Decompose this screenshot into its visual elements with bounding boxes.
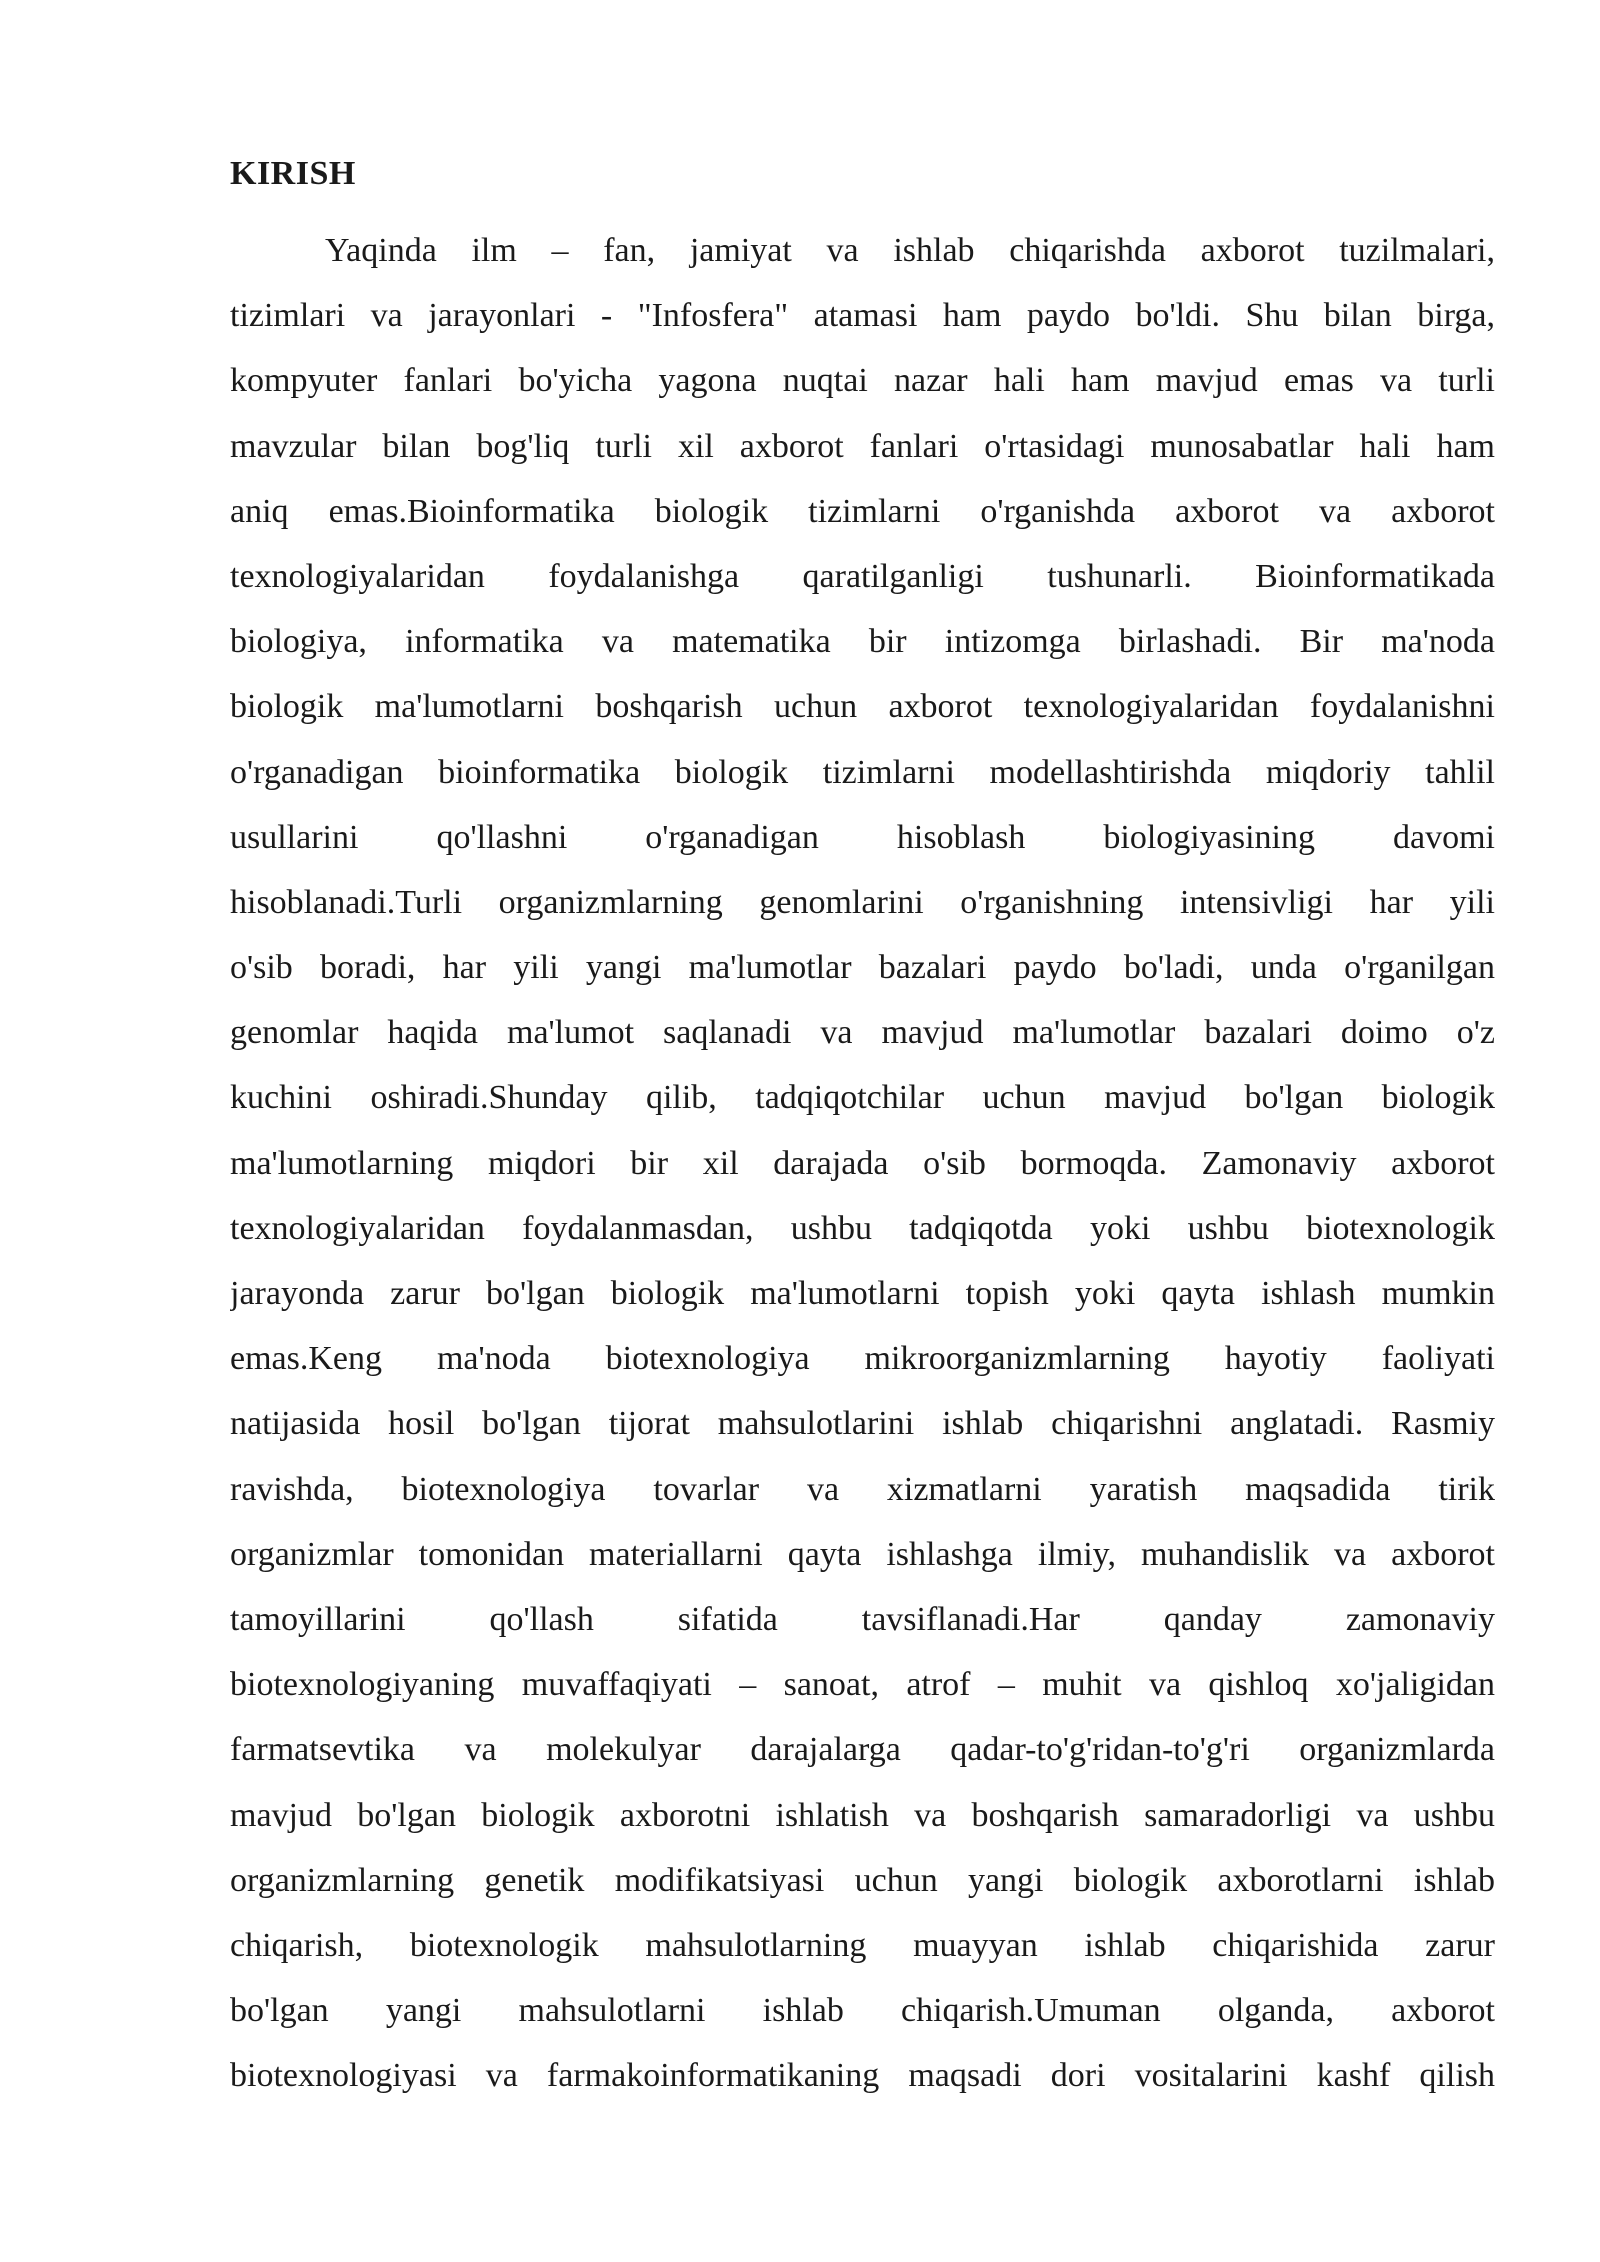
text-line: organizmlar tomonidan materiallarni qayta ishlashga ilmiy, muhandislik va axborot: [230, 1535, 1495, 1573]
text-line: genomlar haqida ma'lumot saqlanadi va mavjud ma'lumotlar bazalari doimo o'z: [230, 1014, 1495, 1052]
text-line: tamoyillarini qo'llash sifatida tavsiflanadi.Har qanday zamonaviy: [230, 1600, 1495, 1638]
text-line: tizimlari va jarayonlari - "Infosfera" atamasi ham paydo bo'ldi. Shu bilan birga,: [230, 297, 1495, 335]
text-line: hisoblanadi.Turli organizmlarning genomlarini o'rganishning intensivligi har yili: [230, 883, 1495, 921]
text-line: biologik ma'lumotlarni boshqarish uchun axborot texnologiyalaridan foydalanishni: [230, 688, 1495, 726]
text-line: chiqarish, biotexnologik mahsulotlarning muayyan ishlab chiqarishida zarur: [230, 1926, 1495, 1964]
text-line: ma'lumotlarning miqdori bir xil darajada o'sib bormoqda. Zamonaviy axborot: [230, 1144, 1495, 1182]
text-line: jarayonda zarur bo'lgan biologik ma'lumotlarni topish yoki qayta ishlash mumkin: [230, 1275, 1495, 1312]
text-line: aniq emas.Bioinformatika biologik tizimlarni o'rganishda axborot va axborot: [230, 492, 1495, 530]
text-line: biotexnologiyasi va farmakoinformatikaning maqsadi dori vositalarini kashf qilish: [230, 2057, 1495, 2095]
text-line: ravishda, biotexnologiya tovarlar va xizmatlarni yaratish maqsadida tirik: [230, 1470, 1495, 1508]
text-line: bo'lgan yangi mahsulotlarni ishlab chiqarish.Umuman olganda, axborot: [230, 1992, 1495, 2030]
text-line: organizmlarning genetik modifikatsiyasi uchun yangi biologik axborotlarni ishlab: [230, 1861, 1495, 1899]
text-line: texnologiyalaridan foydalanishga qaratilganligi tushunarli. Bioinformatikada: [230, 557, 1495, 595]
text-line: usullarini qo'llashni o'rganadigan hisoblash biologiyasining davomi: [230, 818, 1495, 856]
text-line: o'rganadigan bioinformatika biologik tizimlarni modellashtirishda miqdoriy tahlil: [230, 753, 1495, 791]
text-line: emas.Keng ma'noda biotexnologiya mikroorganizmlarning hayotiy faoliyati: [230, 1340, 1495, 1378]
text-line: kompyuter fanlari bo'yicha yagona nuqtai nazar hali ham mavjud emas va turli: [230, 362, 1495, 400]
text-line: biologiya, informatika va matematika bir intizomga birlashadi. Bir ma'noda: [230, 623, 1495, 661]
text-line: texnologiyalaridan foydalanmasdan, ushbu tadqiqotda yoki ushbu biotexnologik: [230, 1209, 1495, 1247]
body-paragraph: [230, 218, 1495, 2108]
document-body: [230, 148, 1495, 2108]
text-line: mavjud bo'lgan biologik axborotni ishlatish va boshqarish samaradorligi va ushbu: [230, 1796, 1495, 1834]
section-heading: KIRISH: [230, 155, 356, 192]
text-line: natijasida hosil bo'lgan tijorat mahsulotlarini ishlab chiqarishni anglatadi. Rasmiy: [230, 1405, 1495, 1443]
text-line: mavzular bilan bog'liq turli xil axborot fanlari o'rtasidagi munosabatlar hali ham: [230, 427, 1495, 465]
text-line: kuchini oshiradi.Shunday qilib, tadqiqotchilar uchun mavjud bo'lgan biologik: [230, 1079, 1495, 1117]
text-line: farmatsevtika va molekulyar darajalarga qadar-to'g'ridan-to'g'ri organizmlarda: [230, 1731, 1495, 1769]
text-line: o'sib boradi, har yili yangi ma'lumotlar bazalari paydo bo'ladi, unda o'rganilgan: [230, 949, 1495, 987]
text-line: biotexnologiyaning muvaffaqiyati – sanoat, atrof – muhit va qishloq xo'jaligidan: [230, 1666, 1495, 1704]
text-line: Yaqinda ilm – fan, jamiyat va ishlab chiqarishda axborot tuzilmalari,: [325, 232, 1495, 269]
